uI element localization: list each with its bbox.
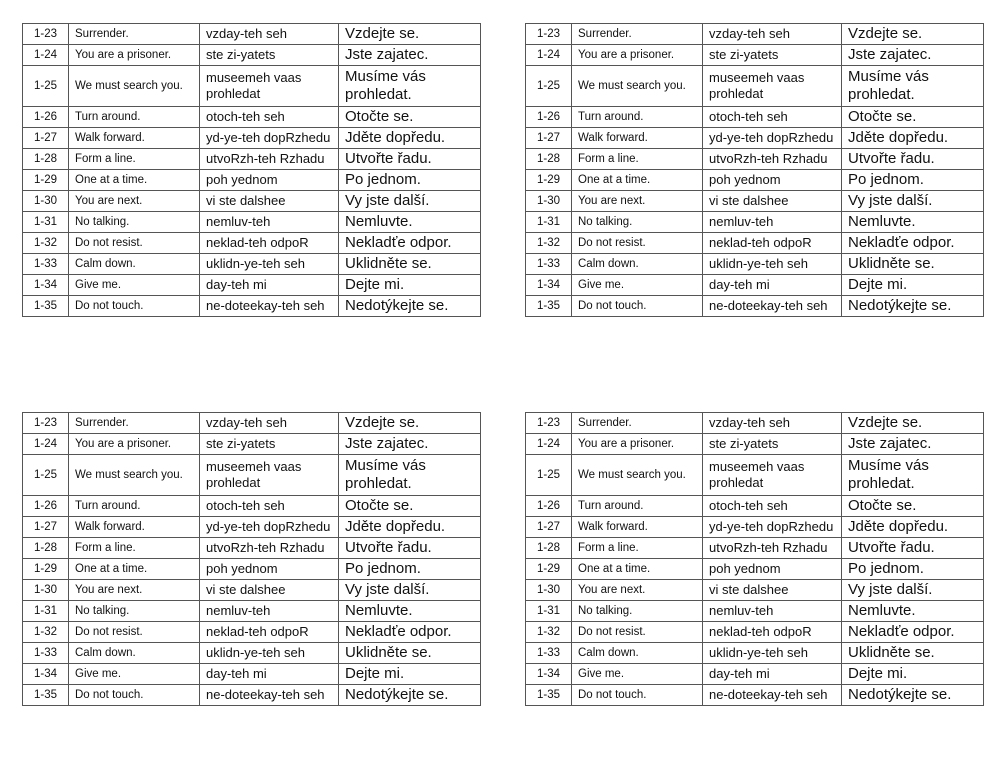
czech-phrase: Vy jste další. bbox=[842, 580, 984, 601]
phrase-number: 1-34 bbox=[23, 275, 69, 296]
pronunciation: neklad-teh odpoR bbox=[703, 622, 842, 643]
phrase-number: 1-28 bbox=[526, 149, 572, 170]
phrase-row bbox=[23, 559, 481, 580]
english-phrase: Walk forward. bbox=[572, 128, 703, 149]
czech-phrase: Musíme vás prohledat. bbox=[842, 66, 984, 107]
phrase-row bbox=[526, 66, 984, 107]
pronunciation: ste zi-yatets bbox=[200, 45, 339, 66]
phrase-row bbox=[23, 66, 481, 107]
pronunciation: yd-ye-teh dopRzhedu bbox=[703, 517, 842, 538]
pronunciation: yd-ye-teh dopRzhedu bbox=[200, 517, 339, 538]
czech-phrase: Otočte se. bbox=[339, 496, 481, 517]
pronunciation: vzday-teh seh bbox=[200, 413, 339, 434]
czech-phrase: Nedotýkejte se. bbox=[842, 685, 984, 706]
english-phrase: You are next. bbox=[69, 580, 200, 601]
pronunciation: neklad-teh odpoR bbox=[200, 233, 339, 254]
czech-phrase: Vzdejte se. bbox=[339, 413, 481, 434]
english-phrase: Walk forward. bbox=[572, 517, 703, 538]
phrase-row bbox=[23, 580, 481, 601]
phrase-row bbox=[526, 685, 984, 706]
phrase-number: 1-33 bbox=[526, 254, 572, 275]
english-phrase: Walk forward. bbox=[69, 128, 200, 149]
english-phrase: Give me. bbox=[572, 275, 703, 296]
english-phrase: We must search you. bbox=[69, 66, 200, 107]
czech-phrase: Utvořte řadu. bbox=[842, 538, 984, 559]
phrase-row bbox=[23, 212, 481, 233]
pronunciation: ne-doteekay-teh seh bbox=[200, 685, 339, 706]
phrase-number: 1-25 bbox=[23, 66, 69, 107]
czech-phrase: Nemluvte. bbox=[842, 601, 984, 622]
czech-phrase: Dejte mi. bbox=[339, 664, 481, 685]
pronunciation: vzday-teh seh bbox=[703, 413, 842, 434]
phrase-number: 1-34 bbox=[526, 275, 572, 296]
phrase-row bbox=[526, 538, 984, 559]
phrase-number: 1-27 bbox=[526, 128, 572, 149]
phrase-number: 1-35 bbox=[23, 296, 69, 317]
pronunciation: vzday-teh seh bbox=[703, 24, 842, 45]
phrase-number: 1-25 bbox=[23, 455, 69, 496]
phrase-row bbox=[526, 517, 984, 538]
pronunciation: day-teh mi bbox=[703, 275, 842, 296]
phrase-number: 1-31 bbox=[23, 601, 69, 622]
pronunciation: museemeh vaas prohledat bbox=[200, 455, 339, 496]
phrase-number: 1-24 bbox=[23, 434, 69, 455]
czech-phrase: Nedotýkejte se. bbox=[842, 296, 984, 317]
phrase-number: 1-25 bbox=[526, 455, 572, 496]
english-phrase: Calm down. bbox=[572, 643, 703, 664]
phrase-row bbox=[526, 170, 984, 191]
czech-phrase: Jste zajatec. bbox=[842, 434, 984, 455]
phrase-number: 1-26 bbox=[23, 107, 69, 128]
czech-phrase: Uklidněte se. bbox=[339, 254, 481, 275]
phrase-row bbox=[526, 413, 984, 434]
phrase-card-1 bbox=[22, 23, 481, 317]
english-phrase: We must search you. bbox=[572, 66, 703, 107]
english-phrase: Do not touch. bbox=[69, 296, 200, 317]
czech-phrase: Uklidněte se. bbox=[339, 643, 481, 664]
english-phrase: Give me. bbox=[69, 275, 200, 296]
phrase-number: 1-32 bbox=[23, 622, 69, 643]
pronunciation: poh yednom bbox=[703, 170, 842, 191]
pronunciation: uklidn-ye-teh seh bbox=[200, 254, 339, 275]
phrase-row bbox=[23, 296, 481, 317]
czech-phrase: Nedotýkejte se. bbox=[339, 685, 481, 706]
english-phrase: Turn around. bbox=[572, 107, 703, 128]
czech-phrase: Po jednom. bbox=[842, 170, 984, 191]
czech-phrase: Dejte mi. bbox=[842, 275, 984, 296]
pronunciation: yd-ye-teh dopRzhedu bbox=[200, 128, 339, 149]
czech-phrase: Dejte mi. bbox=[339, 275, 481, 296]
phrase-number: 1-23 bbox=[526, 24, 572, 45]
phrase-row bbox=[526, 559, 984, 580]
pronunciation: nemluv-teh bbox=[200, 212, 339, 233]
phrase-number: 1-23 bbox=[23, 413, 69, 434]
phrase-card-body bbox=[23, 24, 481, 317]
pronunciation: uklidn-ye-teh seh bbox=[703, 643, 842, 664]
phrase-number: 1-29 bbox=[526, 559, 572, 580]
phrase-card-body bbox=[526, 24, 984, 317]
czech-phrase: Utvořte řadu. bbox=[339, 538, 481, 559]
phrase-number: 1-32 bbox=[526, 233, 572, 254]
phrase-row bbox=[23, 275, 481, 296]
czech-phrase: Vy jste další. bbox=[339, 191, 481, 212]
phrase-row bbox=[526, 233, 984, 254]
czech-phrase: Jděte dopředu. bbox=[842, 128, 984, 149]
pronunciation: day-teh mi bbox=[200, 275, 339, 296]
pronunciation: otoch-teh seh bbox=[703, 496, 842, 517]
phrase-row bbox=[23, 149, 481, 170]
czech-phrase: Utvořte řadu. bbox=[339, 149, 481, 170]
pronunciation: otoch-teh seh bbox=[200, 107, 339, 128]
czech-phrase: Vzdejte se. bbox=[842, 413, 984, 434]
phrase-row bbox=[526, 149, 984, 170]
phrase-number: 1-32 bbox=[23, 233, 69, 254]
phrase-row bbox=[526, 296, 984, 317]
czech-phrase: Nedotýkejte se. bbox=[339, 296, 481, 317]
english-phrase: Surrender. bbox=[69, 413, 200, 434]
phrase-row bbox=[23, 517, 481, 538]
english-phrase: One at a time. bbox=[69, 559, 200, 580]
phrase-row bbox=[526, 128, 984, 149]
pronunciation: museemeh vaas prohledat bbox=[703, 455, 842, 496]
pronunciation: utvoRzh-teh Rzhadu bbox=[200, 149, 339, 170]
pronunciation: utvoRzh-teh Rzhadu bbox=[703, 149, 842, 170]
czech-phrase: Jděte dopředu. bbox=[842, 517, 984, 538]
pronunciation: utvoRzh-teh Rzhadu bbox=[200, 538, 339, 559]
pronunciation: nemluv-teh bbox=[703, 601, 842, 622]
phrase-row bbox=[23, 455, 481, 496]
phrase-number: 1-35 bbox=[526, 296, 572, 317]
english-phrase: Do not resist. bbox=[69, 622, 200, 643]
phrase-row bbox=[526, 254, 984, 275]
czech-phrase: Vzdejte se. bbox=[842, 24, 984, 45]
phrase-card-2 bbox=[525, 23, 984, 317]
phrase-number: 1-29 bbox=[23, 170, 69, 191]
english-phrase: Turn around. bbox=[69, 496, 200, 517]
english-phrase: Form a line. bbox=[572, 149, 703, 170]
phrase-number: 1-23 bbox=[526, 413, 572, 434]
phrase-number: 1-27 bbox=[23, 517, 69, 538]
phrase-row bbox=[526, 107, 984, 128]
pronunciation: otoch-teh seh bbox=[703, 107, 842, 128]
english-phrase: You are next. bbox=[572, 191, 703, 212]
english-phrase: Calm down. bbox=[572, 254, 703, 275]
phrase-card-body bbox=[23, 413, 481, 706]
phrase-row bbox=[23, 413, 481, 434]
pronunciation: museemeh vaas prohledat bbox=[200, 66, 339, 107]
czech-phrase: Otočte se. bbox=[842, 496, 984, 517]
pronunciation: vi ste dalshee bbox=[200, 580, 339, 601]
phrase-number: 1-25 bbox=[526, 66, 572, 107]
pronunciation: otoch-teh seh bbox=[200, 496, 339, 517]
czech-phrase: Jste zajatec. bbox=[339, 434, 481, 455]
phrase-row bbox=[23, 170, 481, 191]
czech-phrase: Musíme vás prohledat. bbox=[339, 455, 481, 496]
english-phrase: You are next. bbox=[572, 580, 703, 601]
phrase-row bbox=[23, 685, 481, 706]
czech-phrase: Nekladťe odpor. bbox=[339, 622, 481, 643]
pronunciation: ne-doteekay-teh seh bbox=[200, 296, 339, 317]
pronunciation: ste zi-yatets bbox=[703, 45, 842, 66]
czech-phrase: Uklidněte se. bbox=[842, 254, 984, 275]
phrase-number: 1-32 bbox=[526, 622, 572, 643]
phrase-row bbox=[526, 45, 984, 66]
pronunciation: neklad-teh odpoR bbox=[200, 622, 339, 643]
english-phrase: Calm down. bbox=[69, 643, 200, 664]
pronunciation: museemeh vaas prohledat bbox=[703, 66, 842, 107]
phrase-number: 1-33 bbox=[23, 643, 69, 664]
czech-phrase: Nemluvte. bbox=[339, 601, 481, 622]
english-phrase: Give me. bbox=[69, 664, 200, 685]
czech-phrase: Vy jste další. bbox=[842, 191, 984, 212]
czech-phrase: Dejte mi. bbox=[842, 664, 984, 685]
english-phrase: One at a time. bbox=[69, 170, 200, 191]
pronunciation: poh yednom bbox=[200, 170, 339, 191]
phrase-row bbox=[23, 643, 481, 664]
phrase-row bbox=[526, 275, 984, 296]
english-phrase: You are a prisoner. bbox=[69, 434, 200, 455]
english-phrase: Give me. bbox=[572, 664, 703, 685]
phrase-row bbox=[23, 434, 481, 455]
english-phrase: Do not resist. bbox=[572, 233, 703, 254]
czech-phrase: Jděte dopředu. bbox=[339, 128, 481, 149]
phrase-row bbox=[526, 622, 984, 643]
phrase-row bbox=[23, 191, 481, 212]
phrase-row bbox=[526, 434, 984, 455]
phrase-row bbox=[23, 45, 481, 66]
phrase-number: 1-23 bbox=[23, 24, 69, 45]
phrase-row bbox=[23, 538, 481, 559]
phrase-row bbox=[23, 622, 481, 643]
phrase-row bbox=[526, 24, 984, 45]
english-phrase: Do not touch. bbox=[69, 685, 200, 706]
czech-phrase: Musíme vás prohledat. bbox=[842, 455, 984, 496]
phrase-row bbox=[23, 128, 481, 149]
czech-phrase: Jste zajatec. bbox=[842, 45, 984, 66]
phrase-row bbox=[526, 643, 984, 664]
phrase-number: 1-33 bbox=[526, 643, 572, 664]
czech-phrase: Nemluvte. bbox=[339, 212, 481, 233]
phrase-number: 1-33 bbox=[23, 254, 69, 275]
english-phrase: Form a line. bbox=[572, 538, 703, 559]
czech-phrase: Vzdejte se. bbox=[339, 24, 481, 45]
pronunciation: ste zi-yatets bbox=[200, 434, 339, 455]
english-phrase: You are a prisoner. bbox=[572, 434, 703, 455]
phrase-number: 1-26 bbox=[526, 107, 572, 128]
phrase-number: 1-31 bbox=[23, 212, 69, 233]
phrase-card-body bbox=[526, 413, 984, 706]
czech-phrase: Vy jste další. bbox=[339, 580, 481, 601]
pronunciation: poh yednom bbox=[703, 559, 842, 580]
phrase-number: 1-35 bbox=[526, 685, 572, 706]
english-phrase: Surrender. bbox=[69, 24, 200, 45]
phrase-number: 1-30 bbox=[526, 580, 572, 601]
phrase-number: 1-27 bbox=[526, 517, 572, 538]
pronunciation: neklad-teh odpoR bbox=[703, 233, 842, 254]
czech-phrase: Musíme vás prohledat. bbox=[339, 66, 481, 107]
phrase-row bbox=[526, 212, 984, 233]
phrase-row bbox=[23, 24, 481, 45]
phrase-row bbox=[23, 496, 481, 517]
pronunciation: ste zi-yatets bbox=[703, 434, 842, 455]
english-phrase: You are a prisoner. bbox=[572, 45, 703, 66]
phrase-number: 1-28 bbox=[23, 538, 69, 559]
english-phrase: Do not resist. bbox=[69, 233, 200, 254]
czech-phrase: Po jednom. bbox=[842, 559, 984, 580]
phrase-number: 1-26 bbox=[23, 496, 69, 517]
phrase-number: 1-31 bbox=[526, 601, 572, 622]
english-phrase: Form a line. bbox=[69, 538, 200, 559]
phrase-number: 1-31 bbox=[526, 212, 572, 233]
phrase-row bbox=[526, 496, 984, 517]
czech-phrase: Otočte se. bbox=[842, 107, 984, 128]
phrase-number: 1-28 bbox=[23, 149, 69, 170]
english-phrase: Do not touch. bbox=[572, 296, 703, 317]
czech-phrase: Jste zajatec. bbox=[339, 45, 481, 66]
english-phrase: We must search you. bbox=[572, 455, 703, 496]
pronunciation: yd-ye-teh dopRzhedu bbox=[703, 128, 842, 149]
phrase-row bbox=[23, 254, 481, 275]
pronunciation: day-teh mi bbox=[200, 664, 339, 685]
czech-phrase: Po jednom. bbox=[339, 559, 481, 580]
pronunciation: uklidn-ye-teh seh bbox=[703, 254, 842, 275]
english-phrase: Calm down. bbox=[69, 254, 200, 275]
phrase-number: 1-26 bbox=[526, 496, 572, 517]
phrase-number: 1-30 bbox=[23, 191, 69, 212]
pronunciation: utvoRzh-teh Rzhadu bbox=[703, 538, 842, 559]
pronunciation: ne-doteekay-teh seh bbox=[703, 685, 842, 706]
pronunciation: vzday-teh seh bbox=[200, 24, 339, 45]
english-phrase: Do not touch. bbox=[572, 685, 703, 706]
english-phrase: You are next. bbox=[69, 191, 200, 212]
pronunciation: poh yednom bbox=[200, 559, 339, 580]
english-phrase: No talking. bbox=[572, 212, 703, 233]
czech-phrase: Uklidněte se. bbox=[842, 643, 984, 664]
pronunciation: nemluv-teh bbox=[703, 212, 842, 233]
czech-phrase: Nekladťe odpor. bbox=[339, 233, 481, 254]
pronunciation: day-teh mi bbox=[703, 664, 842, 685]
phrase-row bbox=[23, 107, 481, 128]
phrase-number: 1-29 bbox=[526, 170, 572, 191]
phrase-number: 1-27 bbox=[23, 128, 69, 149]
english-phrase: No talking. bbox=[69, 601, 200, 622]
english-phrase: You are a prisoner. bbox=[69, 45, 200, 66]
phrase-row bbox=[526, 601, 984, 622]
pronunciation: vi ste dalshee bbox=[703, 191, 842, 212]
phrase-row bbox=[23, 664, 481, 685]
pronunciation: vi ste dalshee bbox=[200, 191, 339, 212]
english-phrase: Turn around. bbox=[69, 107, 200, 128]
pronunciation: ne-doteekay-teh seh bbox=[703, 296, 842, 317]
phrase-number: 1-29 bbox=[23, 559, 69, 580]
english-phrase: Surrender. bbox=[572, 413, 703, 434]
phrase-number: 1-24 bbox=[526, 434, 572, 455]
phrase-number: 1-34 bbox=[526, 664, 572, 685]
english-phrase: One at a time. bbox=[572, 170, 703, 191]
phrase-number: 1-28 bbox=[526, 538, 572, 559]
pronunciation: nemluv-teh bbox=[200, 601, 339, 622]
phrase-card-3 bbox=[22, 412, 481, 706]
english-phrase: One at a time. bbox=[572, 559, 703, 580]
english-phrase: No talking. bbox=[69, 212, 200, 233]
czech-phrase: Nemluvte. bbox=[842, 212, 984, 233]
english-phrase: Do not resist. bbox=[572, 622, 703, 643]
phrase-number: 1-30 bbox=[23, 580, 69, 601]
pronunciation: uklidn-ye-teh seh bbox=[200, 643, 339, 664]
phrase-number: 1-24 bbox=[526, 45, 572, 66]
phrase-row bbox=[526, 580, 984, 601]
pronunciation: vi ste dalshee bbox=[703, 580, 842, 601]
phrase-number: 1-24 bbox=[23, 45, 69, 66]
phrase-row bbox=[526, 664, 984, 685]
czech-phrase: Otočte se. bbox=[339, 107, 481, 128]
czech-phrase: Nekladťe odpor. bbox=[842, 622, 984, 643]
english-phrase: Walk forward. bbox=[69, 517, 200, 538]
czech-phrase: Utvořte řadu. bbox=[842, 149, 984, 170]
phrase-number: 1-35 bbox=[23, 685, 69, 706]
czech-phrase: Nekladťe odpor. bbox=[842, 233, 984, 254]
english-phrase: Form a line. bbox=[69, 149, 200, 170]
english-phrase: Surrender. bbox=[572, 24, 703, 45]
phrase-row bbox=[526, 455, 984, 496]
czech-phrase: Jděte dopředu. bbox=[339, 517, 481, 538]
czech-phrase: Po jednom. bbox=[339, 170, 481, 191]
english-phrase: Turn around. bbox=[572, 496, 703, 517]
phrase-card-4 bbox=[525, 412, 984, 706]
phrase-number: 1-30 bbox=[526, 191, 572, 212]
english-phrase: We must search you. bbox=[69, 455, 200, 496]
phrase-row bbox=[526, 191, 984, 212]
phrase-number: 1-34 bbox=[23, 664, 69, 685]
english-phrase: No talking. bbox=[572, 601, 703, 622]
phrase-row bbox=[23, 233, 481, 254]
phrase-row bbox=[23, 601, 481, 622]
